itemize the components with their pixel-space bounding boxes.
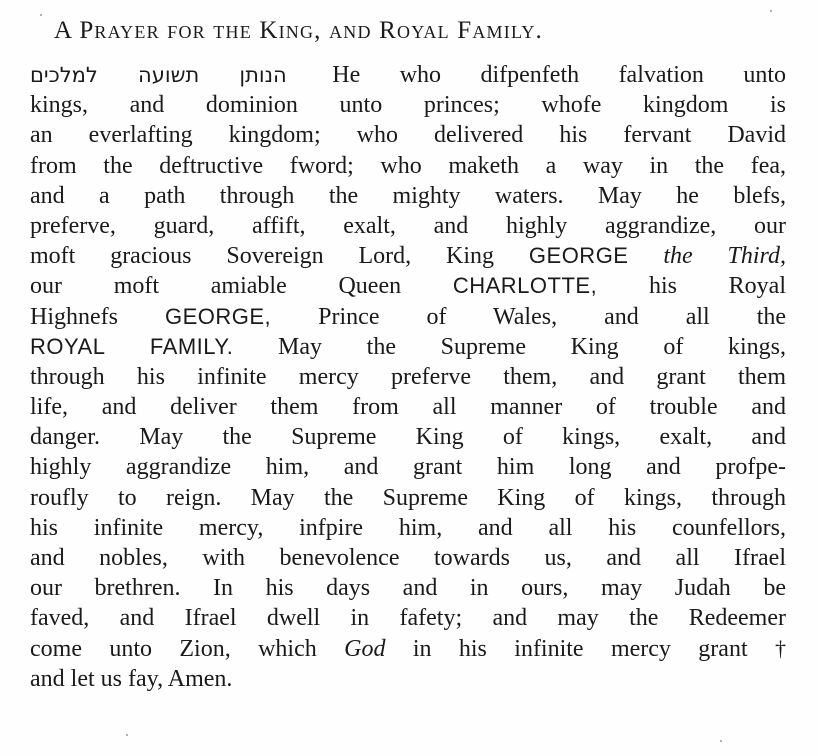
dagger-mark: †: [775, 635, 786, 661]
text-line: our brethren. In his days and in ours, may Judah be: [30, 575, 786, 602]
royal-family: ROYAL FAMILY.: [30, 333, 234, 359]
text-line: danger. May the Supreme King of kings, exalt, and: [30, 424, 786, 451]
text-line: life, and deliver them from all manner of trouble and: [30, 394, 786, 421]
text-line: and a path through the mighty waters. May he blefs,: [30, 182, 786, 209]
text-line: and nobles, with benevolence towards us, and all Ifrael: [30, 545, 786, 571]
queen-name: CHARLOTTE,: [452, 273, 598, 299]
print-speck: [770, 10, 772, 12]
text-line: highly aggrandize him, and grant him long and profpe-: [30, 454, 786, 481]
text-line: kings, and dominion unto princes; whofe kingdom is: [30, 92, 786, 119]
king-name: GEORGE: [528, 243, 629, 269]
text-line: ROYAL FAMILY. May the Supreme King of kings,: [30, 333, 787, 360]
text-line: his infinite mercy, infpire him, and all his counfellors,: [30, 514, 786, 541]
prince-name: GEORGE,: [164, 303, 272, 329]
print-speck: [720, 740, 722, 742]
text-line: faved, and Ifrael dwell in fafety; and may the Redeemer: [30, 605, 786, 632]
print-speck: [126, 734, 128, 736]
prayer-title: A Prayer for the King, and Royal Family.: [54, 17, 543, 44]
prayer-body: [30, 60, 786, 694]
text-line: הנותן תשועה למלכים He who difpenfeth falvation unto: [30, 62, 786, 88]
text-line: moft gracious Sovereign Lord, King GEORGE the Third,: [30, 243, 786, 270]
text-line: roufly to reign. May the Supreme King of kings, through: [30, 484, 786, 511]
text-line: our moft amiable Queen CHARLOTTE, his Royal: [30, 273, 787, 300]
text-line: an everlafting kingdom; who delivered his fervant David: [30, 122, 786, 149]
print-speck: [40, 14, 42, 16]
text-line: and let us fay, Amen.: [30, 665, 233, 692]
text-line: Highnefs GEORGE, Prince of Wales, and all the: [30, 303, 787, 330]
text-line: come unto Zion, which God in his infinite mercy grant †: [30, 635, 786, 662]
text-line: from the deftructive fword; who maketh a way in the fea,: [30, 152, 786, 179]
text-line: through his infinite mercy preferve them, and grant them: [30, 363, 786, 390]
text-line: preferve, guard, affift, exalt, and highly aggrandize, our: [30, 212, 786, 239]
hebrew-incipit: הנותן תשועה למלכים: [30, 63, 287, 87]
